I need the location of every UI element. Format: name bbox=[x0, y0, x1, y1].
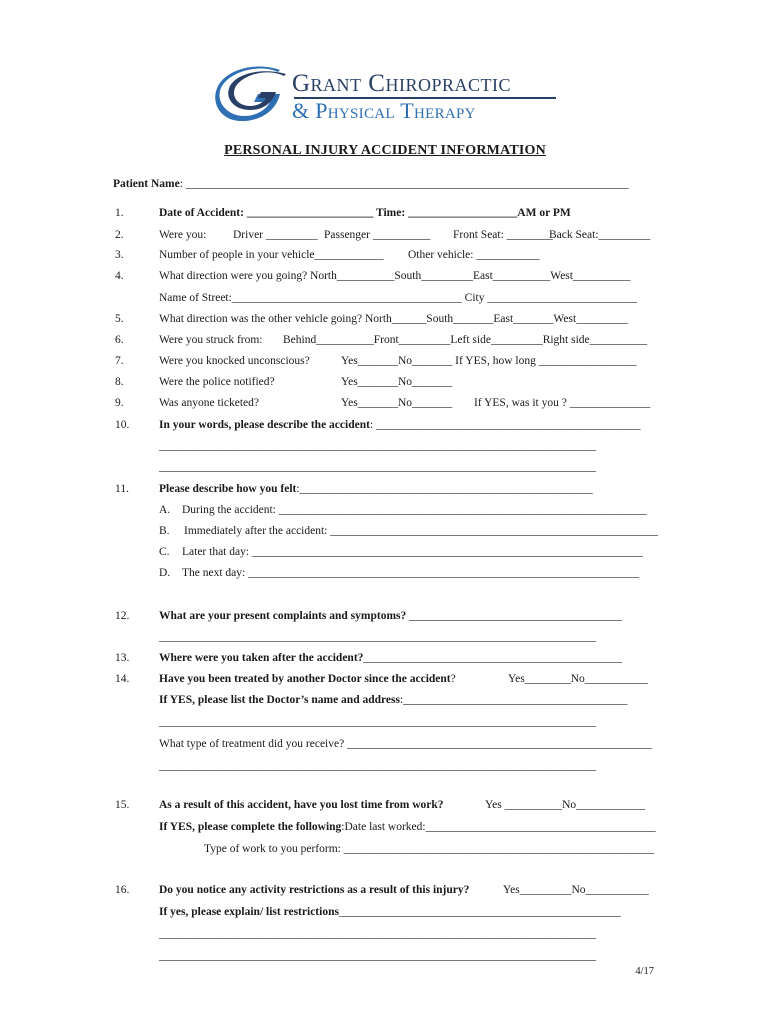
logo-line2: & Physical Therapy bbox=[292, 98, 476, 123]
clinic-logo bbox=[214, 66, 559, 126]
q11-felt-field[interactable] bbox=[159, 482, 593, 496]
q14-yes-no-field[interactable]: Yes________No___________ bbox=[508, 673, 649, 685]
q14-treated-question bbox=[159, 672, 456, 686]
q6-label: Were you struck from: bbox=[159, 334, 263, 346]
q8-police-field[interactable]: Yes_______No_______ bbox=[341, 376, 453, 388]
patient-name-field[interactable] bbox=[113, 177, 629, 191]
q11-d-letter: D. bbox=[159, 567, 171, 579]
q2-passenger-field[interactable]: Passenger __________ bbox=[324, 229, 431, 241]
q7-unconscious-field[interactable]: Yes_______No_______ If YES, how long _________________ bbox=[341, 355, 637, 367]
q5-number: 5. bbox=[115, 313, 124, 325]
q10-answer-line-1[interactable]: ____________________________________________________________________________ bbox=[159, 440, 596, 452]
q15-followup-label: If YES, please complete the following bbox=[159, 821, 342, 833]
q9-was-it-you-field[interactable]: If YES, was it you ? ______________ bbox=[474, 397, 651, 409]
q10-number: 10. bbox=[115, 419, 130, 431]
q16-restrictions-label: If yes, please explain/ list restrictions bbox=[159, 906, 339, 918]
q9-ticketed-field[interactable]: Yes_______No_______ bbox=[341, 397, 453, 409]
q11-immediately-field[interactable]: Immediately after the accident: _________________________________________________________ bbox=[184, 525, 658, 537]
q14-doctor-label: If YES, please list the Doctor’s name and address bbox=[159, 694, 400, 706]
q2-label: Were you: bbox=[159, 229, 207, 241]
q16-answer-line-2[interactable]: ____________________________________________________________________________ bbox=[159, 950, 596, 962]
q12-number: 12. bbox=[115, 610, 130, 622]
q11-number: 11. bbox=[115, 483, 129, 495]
q14-number: 14. bbox=[115, 673, 130, 685]
form-title: PERSONAL INJURY ACCIDENT INFORMATION bbox=[224, 143, 546, 158]
q1-date-time-field[interactable]: Date of Accident: ______________________ Time: ___________________AM or PM bbox=[159, 207, 571, 219]
q16-restrictions-blank: _________________________________________________ bbox=[338, 906, 621, 918]
q4-number: 4. bbox=[115, 270, 124, 282]
q10-answer-line-2[interactable]: ____________________________________________________________________________ bbox=[159, 461, 596, 473]
q11-during-field[interactable]: During the accident: ________________________________________________________________ bbox=[182, 504, 647, 516]
page-number: 4/17 bbox=[635, 966, 654, 977]
q2-front-seat-field[interactable]: Front Seat: ________ bbox=[453, 229, 553, 241]
logo-line1: Grant Chiropractic bbox=[292, 70, 511, 97]
q15-work-type-field[interactable]: Type of work to you perform: ______________________________________________________ bbox=[204, 843, 655, 855]
q9-label: Was anyone ticketed? bbox=[159, 397, 259, 409]
q12-blank: _____________________________________ bbox=[406, 610, 622, 622]
q14-label: Have you been treated by another Doctor since the accident bbox=[159, 673, 451, 685]
q6-struck-from-field[interactable]: Behind__________Front_________Left side_________Right side__________ bbox=[283, 334, 648, 346]
q10-label: In your words, please describe the accident bbox=[159, 419, 370, 431]
q15-number: 15. bbox=[115, 799, 130, 811]
q9-number: 9. bbox=[115, 397, 124, 409]
q2-driver-field[interactable]: Driver _________ bbox=[233, 229, 318, 241]
q3-other-vehicle-field[interactable]: Other vehicle: ___________ bbox=[408, 249, 540, 261]
q12-answer-line-1[interactable]: ____________________________________________________________________________ bbox=[159, 631, 596, 643]
q2-back-seat-field[interactable]: Back Seat:_________ bbox=[549, 229, 651, 241]
q14-answer-line-2[interactable]: ____________________________________________________________________________ bbox=[159, 760, 596, 772]
q11-later-field[interactable]: Later that day: ____________________________________________________________________ bbox=[182, 546, 643, 558]
q3-number: 3. bbox=[115, 249, 124, 261]
patient-name-blank: : _____________________________________________________________________________ bbox=[179, 178, 629, 190]
q7-number: 7. bbox=[115, 355, 124, 367]
q4-street-city-field[interactable]: Name of Street:________________________________________ City __________________________ bbox=[159, 292, 637, 304]
q11-a-letter: A. bbox=[159, 504, 171, 516]
q16-restrictions-field[interactable] bbox=[159, 905, 621, 919]
q13-number: 13. bbox=[115, 652, 130, 664]
q16-number: 16. bbox=[115, 884, 130, 896]
q8-number: 8. bbox=[115, 376, 124, 388]
q8-label: Were the police notified? bbox=[159, 376, 275, 388]
q6-number: 6. bbox=[115, 334, 124, 346]
q12-complaints-field[interactable] bbox=[159, 609, 622, 623]
q1-number: 1. bbox=[115, 207, 124, 219]
q10-blank: : ______________________________________________ bbox=[369, 419, 641, 431]
q14-treatment-field[interactable]: What type of treatment did you receive? _____________________________________________________ bbox=[159, 738, 652, 750]
q3-people-field[interactable]: Number of people in your vehicle____________ bbox=[159, 249, 384, 261]
q16-label: Do you notice any activity restrictions as a result of this injury? bbox=[159, 884, 470, 896]
q13-blank: _____________________________________________ bbox=[363, 652, 623, 664]
q10-describe-field[interactable] bbox=[159, 418, 641, 432]
q11-blank: :___________________________________________________ bbox=[296, 483, 593, 495]
q4-direction-field[interactable]: What direction were you going? North__________South_________East__________West__________ bbox=[159, 270, 631, 282]
q16-answer-line-1[interactable]: ____________________________________________________________________________ bbox=[159, 928, 596, 940]
q14-question-mark: ? bbox=[450, 673, 456, 685]
q11-next-day-field[interactable]: The next day: ____________________________________________________________________ bbox=[182, 567, 640, 579]
q16-yes-no-field[interactable]: Yes_________No___________ bbox=[503, 884, 649, 896]
q15-yes-no-field[interactable]: Yes __________No____________ bbox=[485, 799, 646, 811]
q12-label: What are your present complaints and symptoms? bbox=[159, 610, 407, 622]
q11-c-letter: C. bbox=[159, 546, 170, 558]
q5-direction-field[interactable]: What direction was the other vehicle going? North______South_______East_______West_________ bbox=[159, 313, 628, 325]
q11-label: Please describe how you felt bbox=[159, 483, 297, 495]
q15-label: As a result of this accident, have you lost time from work? bbox=[159, 799, 444, 811]
q14-answer-line-1[interactable]: ____________________________________________________________________________ bbox=[159, 716, 596, 728]
q2-number: 2. bbox=[115, 229, 124, 241]
logo-g-mark-icon bbox=[214, 66, 288, 122]
q11-b-letter: B. bbox=[159, 525, 170, 537]
q15-date-last-worked-field[interactable] bbox=[159, 820, 656, 834]
q13-label: Where were you taken after the accident? bbox=[159, 652, 364, 664]
q7-label: Were you knocked unconscious? bbox=[159, 355, 310, 367]
q14-doctor-field[interactable] bbox=[159, 693, 627, 707]
q13-taken-field[interactable] bbox=[159, 651, 622, 665]
q15-followup-blank: :Date last worked:________________________________________ bbox=[341, 821, 656, 833]
patient-name-label: Patient Name bbox=[113, 178, 180, 190]
q14-doctor-blank: :_______________________________________ bbox=[399, 694, 628, 706]
